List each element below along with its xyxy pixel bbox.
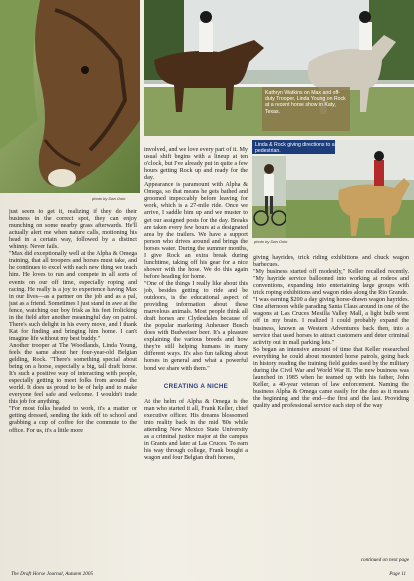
- continued-note: continued on next page: [360, 557, 409, 563]
- photo-credit-left: photo by Dan Ooio: [92, 196, 126, 201]
- footer-journal: The Draft Horse Journal, Autumn 2005: [11, 571, 94, 577]
- photo-pedestrian: [252, 156, 286, 238]
- photo-horse-closeup: [0, 0, 140, 193]
- article-column-3: [253, 248, 409, 558]
- column-2-text-bottom: At the helm of Alpha & Omega is the man who started it all, Frank Keller, chief executive officer. His dreams blossomed into reality back in the mid '80s while attending New Mexico State University as a criminal justice major at the campus in Grants and later at Las Cruces. To earn his way through college, Frank bought a wagon and four Belgian draft horses,: [144, 398, 248, 462]
- column-3-text: giving hayrides, trick riding exhibitions and chuck wagon barbecues. "My business started off modestly," Keller recalled recently. "My hayride service ballooned into working at rodeos and conventions, expanding into entertaining large groups with trick roping exhibitions and wagon rides along the Rio Grande. "I was earning $200 a day giving horse-drawn wagon hayrides. One afternoon while parading Santa Claus around in one of the wagons at Las Cruces Mesilla Valley Mall, a light bulb went off in my brain. I realized I could probably expand the business, known as Western Adventures back then, into a service that used horses to attract customers and deter criminal activity out in mall parking lots." So began an intensive amount of time that Keller researched everything he could about mounted horse patrols, going back in history reading the training field guides used by the military during the Civil War and World War II. The new business was launched in 1985 when he teamed up with his father, John Keller, a 40-year veteran of law enforcement. Naming the business Alpha & Omega came easily for the duo as it means the beginning and the end—the first and the last. Providing quality and professional service each step of the way: [253, 255, 409, 410]
- article-column-2: [144, 140, 248, 567]
- photo-giving-directions: [284, 140, 414, 238]
- column-2-text: involved, and we love every part of it. My usual shift begins with a lineup at ten o'clock, but I've already put in quite a few hours getting Rock up and ready for the day. Appearance is paramount with Alpha & Omega, so that means he gets bathed and groomed impeccably before leaving for work, which is a 27-mile ride. Once we arrive, I saddle him up and we muster to get our assigned posts for the day. Breaks are taken every few hours at a designated area by the trailers. We have a support person who drives around and brings the horses water. During the summer months, I give Rock an extra break during lunchtime, taking off his gear for a nice shower with the hose. We do this again before heading for home. "One of the things I really like about this job, besides getting to ride and be outdoors, is the educational aspect of providing information about these marvelous animals. Most people think all draft horses are Clydesdales because of the popular marketing Anheuser Busch does with Budweiser beer. It's a pleasure explaining the various breeds and how they're still helping humans in many different ways. It's also fun talking about horses in general and what a powerful bond we share with them.": [144, 147, 248, 372]
- photo-credit-right: photo by Dan Ooio: [254, 239, 288, 244]
- pedestrian-image: [252, 156, 286, 238]
- article-column-1: [9, 202, 137, 567]
- horse-closeup-image: [0, 0, 140, 193]
- caption-mid-right: Linda & Rock giving directions to a pedestrian.: [255, 142, 335, 155]
- footer-page-number: Page 11: [389, 571, 406, 577]
- section-heading: CREATING A NICHE: [163, 382, 229, 390]
- caption-top-right: Kathryn Watkins on Max and off-duty Trooper, Linda Young on Rock at a recent horse show in Katy, Texas.: [265, 90, 346, 115]
- column-1-text: just seem to get it, realizing if they do their business in the correct spot, they can enjoy munching on some nearby grass afterwards. He'll actually alert me when nature calls, motioning his head in a certain way, followed by a distinct whinny. Never fails. "Max did exceptionally well at the Alpha & Omega training, that all troopers and horses must take, and he continues to excel with each new thing we teach him. He loves to run and compete in all sorts of events on our off time, especially roping and racing. He really is a joy to experience having Max in our lives—as a partner on the job and as a pal, just as a friend. Sometimes I just stand in awe at the fence, watching our boy frisk as his feet frolicking in the field after another meaningful day on patrol. There's such delight in his every move, and I thank Kat for finding and bringing him home. I can't imagine life without my best buddy." Another trooper at The Woodlands, Linda Young, feels the same about her four-year-old Belgian gelding, Rock. "There's something special about being on a horse, especially a big, tall draft horse. It's such a positive way of interacting with people, especially getting to meet folks from around the world. It does us proud to be of help and to make everyone feel safe and welcome. I wouldn't trade this job for anything. "For most folks headed to work, it's a matter or getting dressed, sending the kids off to school and grabbing a cup of coffee for the commute to the office. For us, it's a little more: [9, 209, 137, 434]
- giving-directions-image: [284, 140, 414, 238]
